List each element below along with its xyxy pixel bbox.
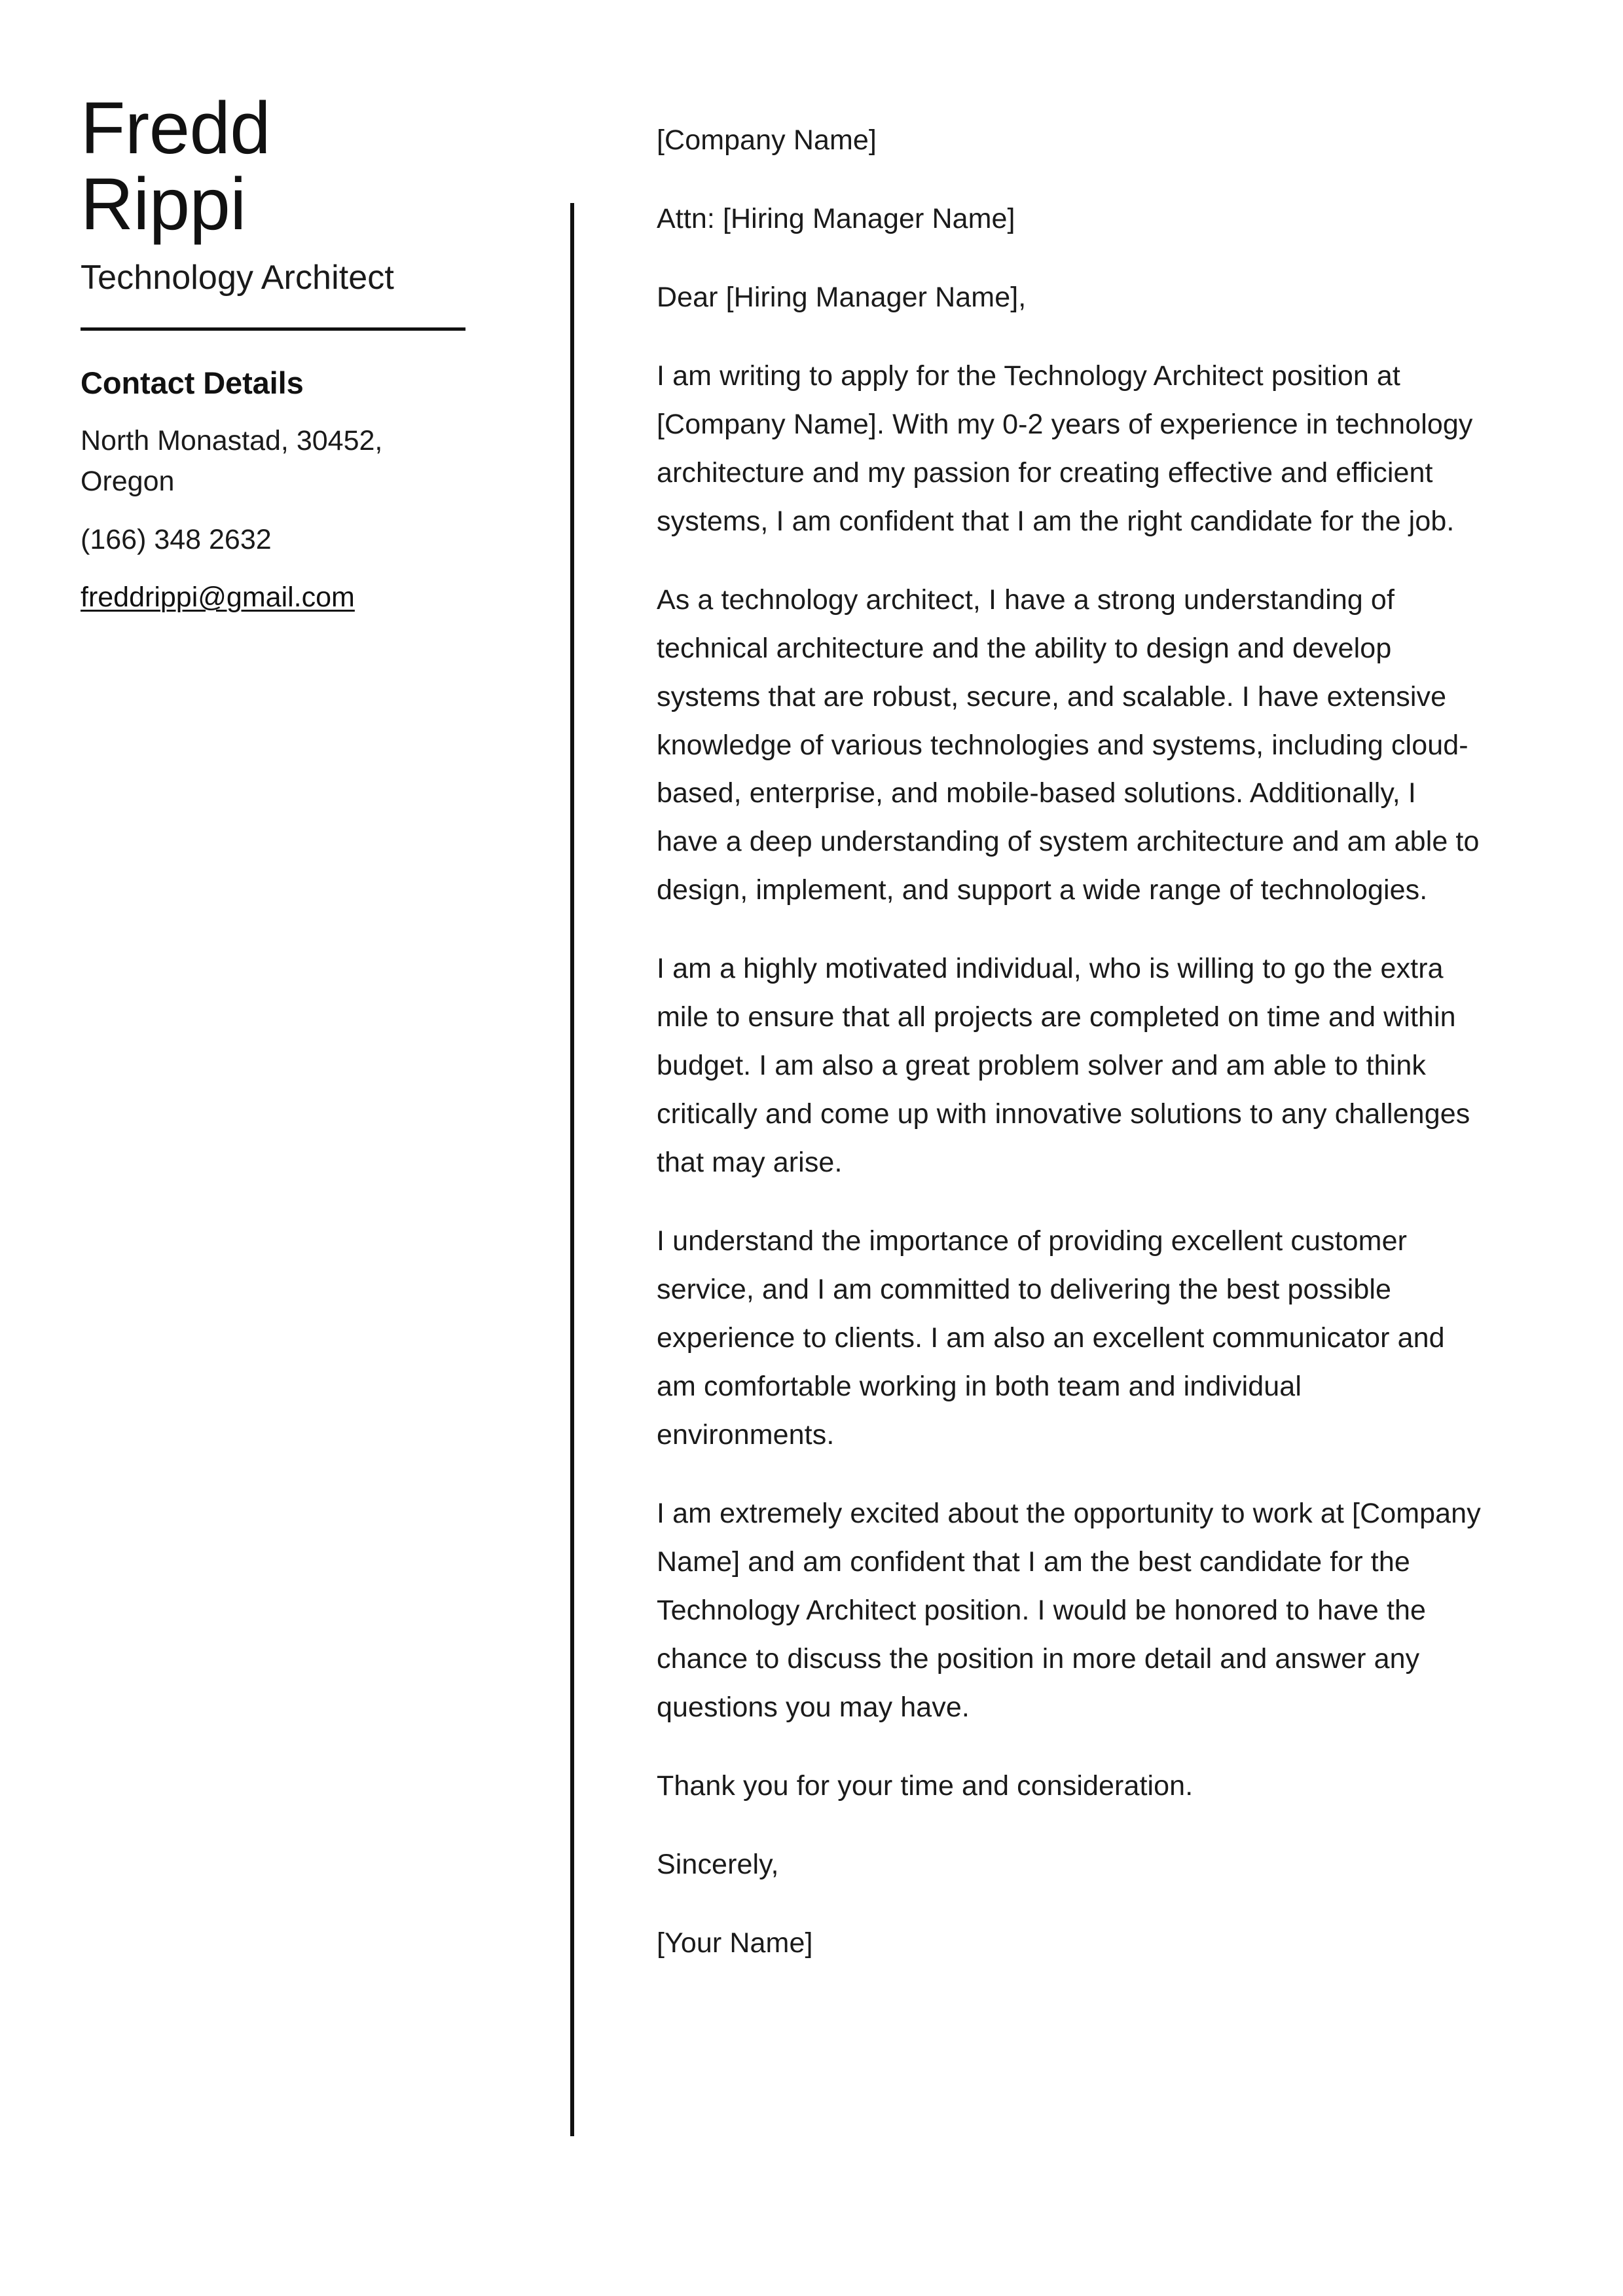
salutation: Dear [Hiring Manager Name],: [657, 281, 1027, 313]
company-name-line: [Company Name]: [657, 124, 877, 156]
letter-paragraph-2: As a technology architect, I have a strong understanding of technical architecture and the ability to design and develop systems that are robust, secure, and scalable. I have extensive knowledge of various technologies and systems, including cloud-based, enterprise, and mobile-based solutions. Additionally, I have a deep understanding of system architecture and am able to design, implement, and support a wide range of technologies.: [657, 583, 1480, 906]
contact-address: North Monastad, 30452, Oregon: [81, 425, 383, 498]
contact-phone: (166) 348 2632: [81, 523, 272, 555]
first-name: Fredd: [81, 87, 271, 169]
signature-line: [Your Name]: [657, 1927, 813, 1959]
letter-paragraph-4: I understand the importance of providing excellent customer service, and I am committed to delivering the best possible experience to clients. I am also an excellent communicator and am comfortable working in both team and individual environments.: [657, 1225, 1445, 1451]
letter-paragraph-5: I am extremely excited about the opportunity to work at [Company Name] and am confident that I am the best candidate for the Technology Architect position. I would be honored to have the chance to discuss the position in more detail and answer any questions you may have.: [657, 1497, 1481, 1723]
attention-line: Attn: [Hiring Manager Name]: [657, 202, 1015, 234]
contact-email-link[interactable]: freddrippi@gmail.com: [81, 582, 355, 614]
contact-details-list: [81, 420, 500, 618]
letter-paragraph-1: I am writing to apply for the Technology Architect position at [Company Name]. With my 0-2 years of experience in technology architecture and my passion for creating effective and efficient systems, I am confident that I am the right candidate for the job.: [657, 360, 1473, 537]
sidebar: [81, 87, 500, 635]
contact-details-heading: Contact Details: [81, 365, 304, 400]
sidebar-divider-rule: [81, 327, 465, 331]
job-title: Technology Architect: [81, 259, 394, 297]
candidate-name: [81, 87, 500, 245]
last-name: Rippi: [81, 163, 246, 245]
closing-line: Sincerely,: [657, 1848, 779, 1880]
letter-paragraph-3: I am a highly motivated individual, who is willing to go the extra mile to ensure that all projects are completed on time and within budget. I am also a great problem solver and am able to think critically and come up with innovative solutions to any challenges that may arise.: [657, 953, 1470, 1179]
letter-body: [657, 117, 1483, 1968]
vertical-divider: [570, 203, 574, 2136]
thank-you-line: Thank you for your time and consideration.: [657, 1769, 1194, 1802]
